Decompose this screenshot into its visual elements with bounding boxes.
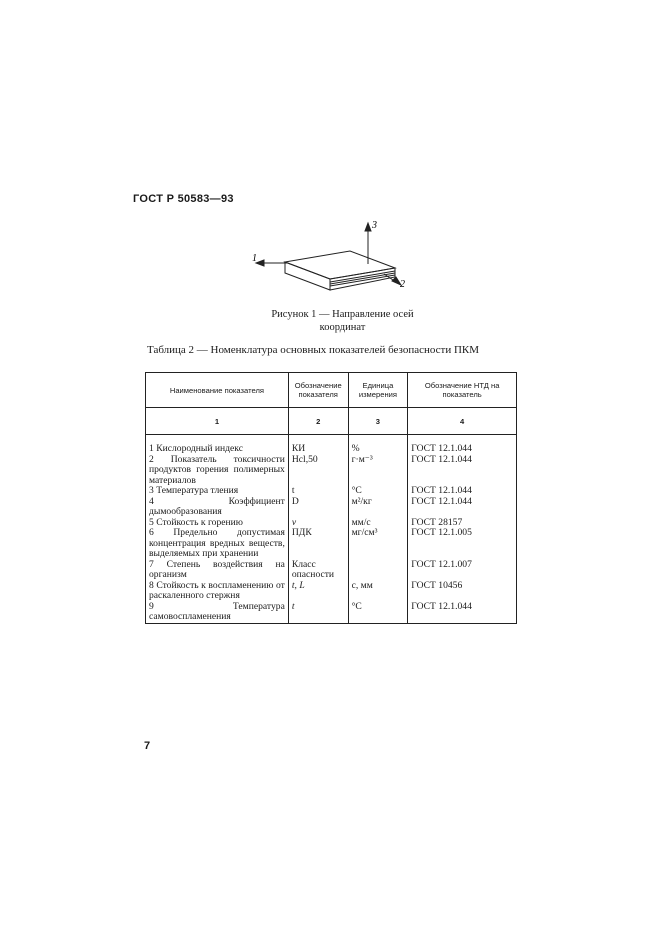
- indicator-ntd: ГОСТ 12.1.044: [408, 602, 517, 624]
- header-symbol: Обозначение показателя: [288, 373, 348, 408]
- indicator-unit: [348, 560, 408, 581]
- indicator-name: 8 Стойкость к воспламенению от раскаленного стержня: [146, 581, 289, 602]
- indicators-table: [145, 372, 517, 624]
- indicator-name: 9 Температура самовоспламенения: [146, 602, 289, 624]
- indicator-unit: мм/с: [348, 518, 408, 529]
- axis-label-1: 1: [252, 253, 257, 264]
- header-ntd: Обозначение НТД на показатель: [408, 373, 517, 408]
- indicator-name: 4 Коэффициент дымообразования: [146, 497, 289, 518]
- indicator-name: 6 Предельно допустимая концентрация вредных веществ, выделяемых при хранении: [146, 528, 289, 560]
- axis-label-3: 3: [372, 220, 377, 231]
- indicator-symbol: v: [288, 518, 348, 529]
- indicator-symbol: ПДК: [288, 528, 348, 560]
- table-row: [146, 444, 517, 455]
- indicator-symbol: t: [288, 602, 348, 624]
- indicator-unit: м²/кг: [348, 497, 408, 518]
- table-row: [146, 455, 517, 487]
- table-row: [146, 486, 517, 497]
- plate-front-face: [285, 262, 330, 290]
- column-number: 4: [408, 408, 517, 435]
- indicator-symbol: t, L: [288, 581, 348, 602]
- indicator-ntd: ГОСТ 10456: [408, 581, 517, 602]
- table-row: [146, 528, 517, 560]
- header-name: Наименование показателя: [146, 373, 289, 408]
- indicator-unit: мг/см³: [348, 528, 408, 560]
- indicator-ntd: ГОСТ 12.1.044: [408, 455, 517, 487]
- column-number: 1: [146, 408, 289, 435]
- indicator-symbol: КИ: [288, 444, 348, 455]
- indicator-name: 5 Стойкость к горению: [146, 518, 289, 529]
- indicator-name: 3 Температура тления: [146, 486, 289, 497]
- indicator-ntd: ГОСТ 12.1.044: [408, 497, 517, 518]
- indicator-unit: °С: [348, 602, 408, 624]
- table-row: [146, 581, 517, 602]
- column-number-row: [146, 408, 517, 435]
- table-row: [146, 560, 517, 581]
- table-row: [146, 497, 517, 518]
- plate-top-face: [285, 251, 395, 279]
- indicator-symbol: Hcl,50: [288, 455, 348, 487]
- indicator-unit: °С: [348, 486, 408, 497]
- figure-caption: Рисунок 1 — Направление осей координат: [271, 309, 414, 333]
- page-number: 7: [144, 740, 151, 752]
- indicator-name: 7 Степень воздействия на организм: [146, 560, 289, 581]
- indicator-ntd: ГОСТ 28157: [408, 518, 517, 529]
- indicator-symbol: t: [288, 486, 348, 497]
- column-number: 3: [348, 408, 408, 435]
- indicator-unit: %: [348, 444, 408, 455]
- indicator-unit: г·м⁻³: [348, 455, 408, 487]
- indicator-symbol: D: [288, 497, 348, 518]
- table-row: [146, 602, 517, 624]
- axes-figure: [240, 218, 420, 298]
- axis-label-2: 2: [400, 279, 405, 290]
- indicator-name: 2 Показатель токсичности продуктов горения полимерных материалов: [146, 455, 289, 487]
- indicator-symbol: Класс опасности: [288, 560, 348, 581]
- indicator-name: 1 Кислородный индекс: [146, 444, 289, 455]
- indicator-ntd: ГОСТ 12.1.044: [408, 444, 517, 455]
- table-header-row: [146, 373, 517, 408]
- header-unit: Единица измерения: [348, 373, 408, 408]
- indicator-ntd: ГОСТ 12.1.005: [408, 528, 517, 560]
- table-title: Таблица 2 — Номенклатура основных показателей безопасности ПКМ: [147, 344, 480, 356]
- document-code: ГОСТ Р 50583—93: [133, 193, 234, 205]
- column-number: 2: [288, 408, 348, 435]
- indicator-ntd: ГОСТ 12.1.044: [408, 486, 517, 497]
- indicator-ntd: ГОСТ 12.1.007: [408, 560, 517, 581]
- indicator-unit: с, мм: [348, 581, 408, 602]
